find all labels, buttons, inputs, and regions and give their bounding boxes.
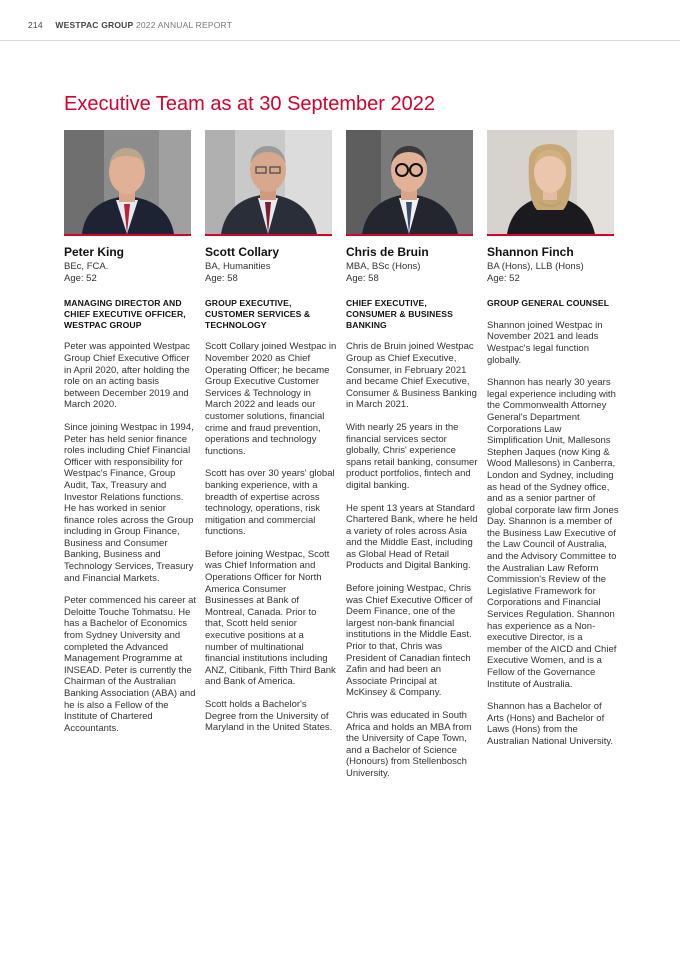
bio-paragraph: Peter was appointed Westpac Group Chief Executive Officer in April 2020, after holding the role on an acting basis between December 2019 and March 2020.: [64, 341, 191, 411]
bio-paragraph: Chris de Bruin joined Westpac Group as Chief Executive, Consumer, in February 2021 and became Chief Executive, Consumer & Business Banking in March 2021.: [346, 341, 477, 411]
executive-bio: [64, 341, 196, 734]
page-title: Executive Team as at 30 September 2022: [64, 93, 435, 115]
bio-paragraph: Peter commenced his career at Deloitte Touche Tohmatsu. He has a Bachelor of Economics from Sydney University and completed the Advanced Management Programme at INSEAD. Peter is currently the Chairman of the Australian Banking Association (ABA) and he is also a Fellow of the Institute of Chartered Accountants.: [64, 595, 197, 734]
executive-bio: [205, 341, 337, 733]
page-header: [28, 20, 680, 30]
executive-bio: [346, 341, 478, 779]
executive-qualifications: BA (Hons), LLB (Hons): [487, 261, 584, 272]
executive-age: Age: 58: [346, 272, 379, 284]
executive-role: GROUP GENERAL COUNSEL: [487, 298, 610, 308]
executive-name: Scott Collary: [205, 245, 280, 259]
bio-paragraph: Shannon joined Westpac in November 2021 and leads Westpac's legal function globally.: [487, 319, 603, 366]
bio-paragraph: Scott holds a Bachelor's Degree from the University of Maryland in the United States.: [205, 699, 333, 734]
executive-card: [64, 130, 196, 734]
bio-paragraph: Shannon has a Bachelor of Arts (Hons) and Bachelor of Laws (Hons) from the Australian National University.: [487, 701, 614, 747]
portrait-photo: [346, 130, 473, 236]
bio-paragraph: Since joining Westpac in 1994, Peter has held senior finance roles including Chief Financial Officer with responsibility for Westpac's Finance, Group Audit, Tax, Treasury and Investor Relations functions. He has worked in senior finance roles across the Group including in Group Finance, Business and Consumer Banking, Business and Technology Services, Treasury and Financial Markets.: [64, 421, 194, 584]
executive-age: Age: 52: [487, 272, 520, 284]
portrait-photo: [487, 130, 614, 236]
executive-qualifications: MBA, BSc (Hons): [346, 261, 421, 272]
executive-card: [346, 130, 478, 780]
page-number: 214: [28, 20, 43, 30]
executive-card: [205, 130, 337, 734]
executive-name: Shannon Finch: [487, 245, 574, 259]
executive-role: MANAGING DIRECTOR AND CHIEF EXECUTIVE OFFICER, WESTPAC GROUP: [64, 298, 186, 330]
executive-bio: [487, 320, 619, 748]
bio-paragraph: Before joining Westpac, Scott was Chief Information and Operations Officer for North America Consumer Businesses at Bank of Montreal, Canada. Prior to that, Scott held senior executive positions at a number of multinational financial institutions including ANZ, Citibank, Fifth Third Bank and Bank of America.: [205, 548, 336, 688]
bio-paragraph: He spent 13 years at Standard Chartered Bank, where he held a variety of roles across Asia and the Middle East, including as Global Head of Retail Products and Digital Banking.: [346, 502, 478, 572]
bio-paragraph: Shannon has nearly 30 years legal experience including with the Commonwealth Attorney General's Department Corporations Law Simplification Unit, Mallesons Stephen Jaques (now King & Wood Mallesons) in Canberra, London and Sydney, including as head of the Sydney office, and as a senior partner of global corporate law firm Jones Day. Shannon is a member of the Business Law Executive of the Law Council of Australia, and the Advisory Committee to the Australian Law Reform Commission's Review of the Legislative Framework for Corporations and Financial Services Regulation. Shannon has experience as a Non-executive Director, is a member of the AICD and Chief Executive Women, and is a Fellow of the Governance Institute of Australia.: [487, 377, 619, 690]
executive-card: [487, 130, 619, 748]
portrait-photo: [205, 130, 332, 236]
bio-paragraph: Before joining Westpac, Chris was Chief Executive Officer of Deem Finance, one of the largest non-bank financial institutions in the Middle East. Prior to that, Chris was President of Canadian fintech Zafin and had been an Associate Principal at McKinsey & Company.: [346, 583, 473, 699]
bio-paragraph: Scott has over 30 years' global banking experience, with a breadth of expertise across technology, operations, risk mitigation and commercial functions.: [205, 468, 335, 538]
executive-role: GROUP EXECUTIVE, CUSTOMER SERVICES & TECHNOLOGY: [205, 298, 311, 330]
executive-name: Peter King: [64, 245, 125, 259]
bio-paragraph: Chris was educated in South Africa and holds an MBA from the University of Cape Town, and a Bachelor of Science (Honours) from Stellenbosch University.: [346, 710, 472, 779]
executive-qualifications: BEc, FCA.: [64, 261, 109, 272]
header-report: 2022 ANNUAL REPORT: [135, 20, 233, 30]
portrait-photo: [64, 130, 191, 236]
bio-paragraph: Scott Collary joined Westpac in November 2020 as Chief Operating Officer; he became Group Executive Customer Services & Technology in March 2022 and leads our customer solutions, financial crime and fraud prevention, operations and technology functions.: [205, 341, 337, 457]
header-brand: WESTPAC GROUP: [55, 20, 134, 30]
executive-role: CHIEF EXECUTIVE, CONSUMER & BUSINESS BANKING: [346, 298, 453, 330]
executive-qualifications: BA, Humanities: [205, 261, 271, 272]
executive-name: Chris de Bruin: [346, 245, 429, 259]
header-divider: [0, 40, 680, 41]
executive-age: Age: 52: [64, 272, 97, 284]
executive-age: Age: 58: [205, 272, 238, 284]
bio-paragraph: With nearly 25 years in the financial services sector globally, Chris' experience spans retail banking, consumer product portfolios, fintech and digital banking.: [346, 421, 478, 491]
